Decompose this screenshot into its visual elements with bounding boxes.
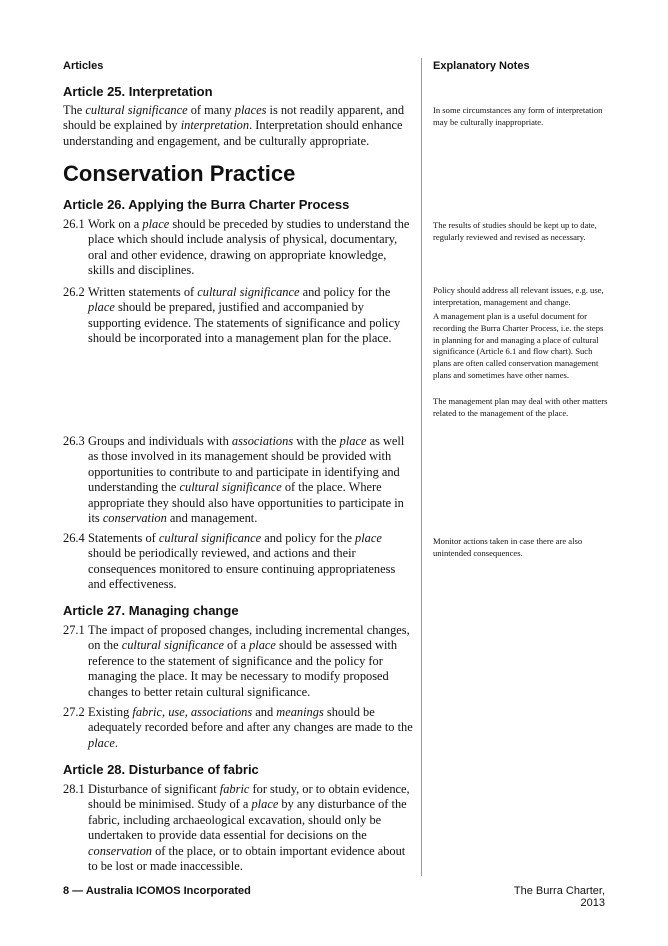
article-25-paragraph: The cultural significance of many places is not readily apparent, and should be explained by interpretation. Interpretation should enhance understanding and engagement, and be culturally appropriate. — [63, 103, 405, 148]
clause-text: Work on a place should be preceded by studies to understand the place which should include analysis of physical, documentary, oral and other evidence, drawing on appropriate knowledge, skills and disciplines. — [88, 217, 410, 278]
clause-text: Disturbance of significant fabric for study, or to obtain evidence, should be minimised. Study of a place by any disturbance of the fabric, including archaeological excavation, should only be undertaken to provide data essential for decisions on the conservation of the place, or to obtain important evidence about to be lost or made inaccessible. — [88, 782, 410, 874]
defined-term: place — [249, 638, 276, 653]
defined-term: cultural significance — [158, 531, 262, 545]
clause-26-1 — [63, 217, 413, 279]
note-26-1: The results of studies should be kept up to date, regularly reviewed and revised as necessary. — [433, 220, 597, 242]
defined-term: fabric, use, associations — [132, 705, 253, 719]
note-26-2c: The management plan may deal with other matters related to the management of the place. — [433, 396, 608, 418]
clause-26-2 — [63, 285, 413, 347]
article-26-heading: Article 26. Applying the Burra Charter Process — [63, 197, 350, 212]
defined-term: conservation — [102, 511, 167, 526]
defined-term: place — [339, 434, 367, 448]
article-25-text — [63, 103, 408, 149]
note-26-2b: A management plan is a useful document for recording the Burra Charter Process, i.e. the steps in planning for and managing a place of cultural significance (Article 6.1 and flow chart). Such plans are often called conservation management plans and sometimes have other names. — [433, 311, 604, 380]
defined-term: place — [251, 797, 279, 812]
article-27-heading: Article 27. Managing change — [63, 603, 239, 618]
defined-term: place — [88, 300, 115, 315]
clause-text: Groups and individuals with associations with the place as well as those involved in its management should be provided with opportunities to contribute to and participate in identifying and understanding the cultural significance of the place. Where appropriate they should also have opportunities to participate in its conservation and management. — [88, 434, 405, 526]
article-25-heading: Article 25. Interpretation — [63, 84, 213, 99]
explanatory-notes-heading: Explanatory Notes — [433, 60, 530, 72]
defined-term: associations — [231, 434, 294, 448]
footer-page-label: 8 — Australia ICOMOS Incorporated — [63, 885, 251, 897]
clause-text: Written statements of cultural significance and policy for the place should be prepared, justified and accompanied by supporting evidence. The statements of significance and policy should be incorporated into a management plan for the place. — [88, 285, 401, 346]
column-divider — [421, 58, 422, 876]
defined-term: fabric — [219, 782, 250, 796]
articles-column-heading: Articles — [63, 60, 104, 72]
defined-term: interpretation — [180, 118, 250, 133]
clause-number: 26.1 — [63, 217, 85, 231]
clause-text: Statements of cultural significance and policy for the place should be periodically reviewed, and actions and their consequences monitored to ensure continuing appropriateness and effectiveness. — [88, 531, 396, 592]
clause-number: 27.1 — [63, 623, 85, 637]
defined-term: cultural significance — [197, 285, 300, 299]
footer-document-title: The Burra Charter, 2013 — [513, 885, 605, 909]
clause-28-1 — [63, 782, 413, 874]
clause-27-1 — [63, 623, 413, 700]
defined-term: place — [88, 735, 115, 750]
clause-number: 26.3 — [63, 434, 85, 448]
clause-number: 26.4 — [63, 531, 85, 545]
note-26-2a: Policy should address all relevant issues, e.g. use, interpretation, management and change. — [433, 285, 604, 307]
clause-number: 26.2 — [63, 285, 85, 299]
clause-27-2 — [63, 705, 413, 751]
clause-number: 27.2 — [63, 705, 85, 719]
defined-term: meanings — [276, 705, 324, 719]
defined-term: place — [355, 531, 382, 545]
defined-term: place — [142, 217, 170, 231]
note-26-4: Monitor actions taken in case there are also unintended consequences. — [433, 536, 583, 558]
defined-term: places — [234, 103, 267, 117]
defined-term: cultural significance — [85, 103, 188, 117]
clause-text: Existing fabric, use, associations and meanings should be adequately recorded before and after any changes are made to the place. — [88, 705, 413, 750]
clause-26-4 — [63, 531, 413, 593]
section-title: Conservation Practice — [63, 161, 296, 186]
note-article-25: In some circumstances any form of interpretation may be culturally inappropriate. — [433, 105, 603, 127]
defined-term: cultural significance — [179, 480, 282, 495]
clause-text: The impact of proposed changes, including incremental changes, on the cultural significance of a place should be assessed with reference to the statement of significance and the policy for managing the place. It may be necessary to modify proposed changes to better retain cultural significance. — [88, 623, 410, 699]
clause-number: 28.1 — [63, 782, 85, 796]
defined-term: cultural significance — [121, 638, 224, 653]
article-28-heading: Article 28. Disturbance of fabric — [63, 762, 259, 777]
defined-term: conservation — [88, 843, 153, 858]
clause-26-3 — [63, 434, 413, 526]
